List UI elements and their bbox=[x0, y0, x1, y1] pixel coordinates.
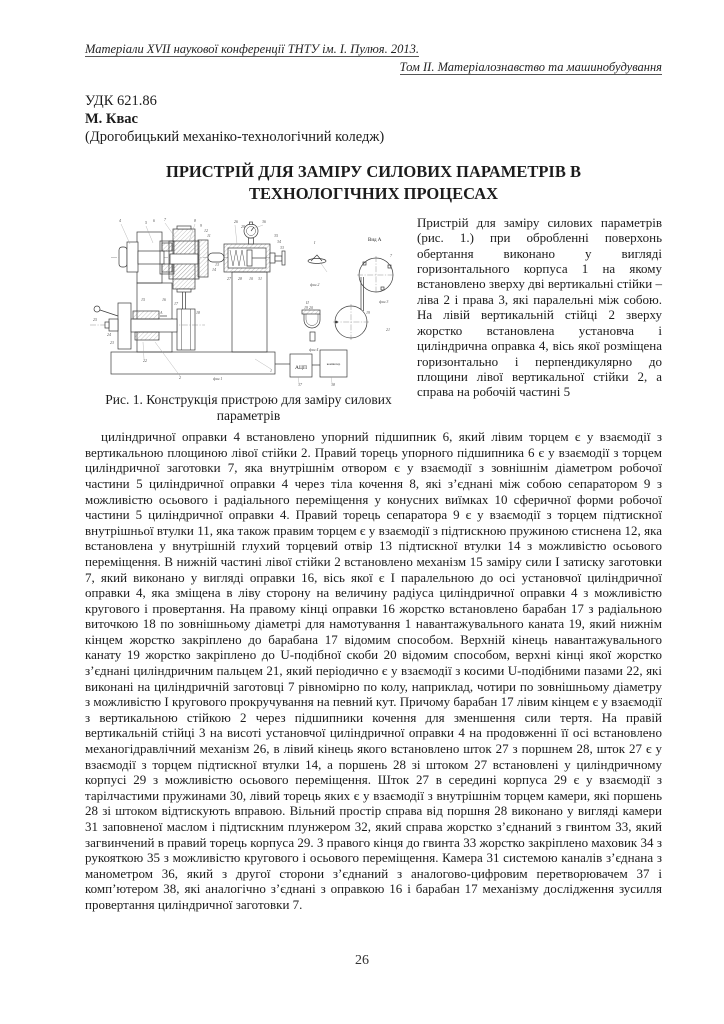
figure-part-label: 34 bbox=[277, 238, 281, 244]
figure-part-label: 5 bbox=[145, 219, 147, 225]
author-affiliation: (Дрогобицький механіко-технологічний коледж) bbox=[85, 128, 385, 145]
figure-part-label: 9 bbox=[200, 222, 202, 228]
figure-part-label: фиг.3 bbox=[379, 298, 389, 304]
figure-1 bbox=[85, 217, 412, 423]
body-intro-paragraph: Пристрій для заміру силових параметрів (рис. 1.) при обробленні поверхонь обертання виконано у вигляді горизонтального корпуса 1 на якому встановлено зверху дві вертикальні стійки – ліва 2 і права 3, які паралельні між собою. На лівій вертикальній стійці 2 зверху жорстко встановлена установча і циліндрична оправка 4, вісь якої розміщена горизонтально і перпендикулярно до площини лівої вертикальної стійки 2, а справа на робочій частині 5 bbox=[417, 214, 662, 400]
figure-part-label: фиг.2 bbox=[310, 281, 320, 287]
article-title: ПРИСТРІЙ ДЛЯ ЗАМІРУ СИЛОВИХ ПАРАМЕТРІВ В ТЕХНОЛОГІЧНИХ ПРОЦЕСАХ bbox=[166, 162, 581, 204]
figure-part-label: 19 20 bbox=[304, 304, 313, 310]
figure-part-label: ІІ bbox=[306, 299, 309, 305]
pressure-gauge bbox=[244, 222, 258, 244]
figure-part-label: фиг.1 bbox=[213, 375, 223, 381]
figure-part-label: 33 bbox=[280, 244, 284, 250]
screw-33 bbox=[270, 253, 275, 263]
header-conference-line bbox=[85, 40, 662, 58]
figure-part-label: 16 bbox=[162, 296, 166, 302]
header-conference-text: Матеріали XVII наукової конференції ТНТУ ім. І. Пулюя. 2013. bbox=[85, 42, 419, 56]
figure-part-label: І bbox=[314, 239, 316, 245]
figure-part-label: 2 bbox=[179, 374, 181, 380]
figure-part-label: 8 bbox=[194, 217, 196, 223]
detail-view-1 bbox=[308, 255, 327, 272]
figure-caption: Рис. 1. Конструкція пристрою для заміру силових параметрів bbox=[105, 391, 392, 423]
view-a-detail bbox=[333, 238, 395, 340]
adc-box bbox=[275, 354, 312, 377]
figure-part-label: 12 bbox=[204, 227, 208, 233]
drum bbox=[177, 309, 195, 350]
base-plate bbox=[111, 352, 275, 374]
author-name: М. Квас bbox=[85, 110, 138, 127]
figure-part-label: 29 bbox=[241, 223, 245, 229]
figure-part-label: 15 bbox=[141, 296, 145, 302]
figure-part-label: 23 bbox=[110, 339, 114, 345]
figure-part-label: 7 bbox=[164, 216, 166, 222]
figure-part-label: 1 bbox=[270, 367, 272, 373]
header-volume-line bbox=[85, 58, 662, 76]
piston-rod bbox=[208, 253, 224, 262]
figure-part-label: 36 bbox=[262, 218, 266, 224]
article-meta bbox=[85, 93, 662, 146]
article-body bbox=[85, 215, 662, 913]
bearing-bottom bbox=[135, 332, 159, 340]
figure-drawing bbox=[85, 217, 410, 389]
figure-part-label: 25 bbox=[93, 316, 97, 322]
figure-part-label: 18 bbox=[196, 309, 200, 315]
bearing-top bbox=[133, 311, 159, 319]
udc-code: УДК 621.86 bbox=[85, 93, 157, 110]
running-header bbox=[85, 40, 662, 76]
figure-part-label: 24 bbox=[107, 331, 111, 337]
computer-box bbox=[312, 350, 347, 377]
vertical-rod bbox=[183, 292, 186, 309]
right-stand bbox=[232, 272, 267, 352]
figure-part-label: 31 bbox=[258, 275, 262, 281]
workpiece-cross-section bbox=[169, 226, 208, 292]
detail-view-2 bbox=[302, 310, 320, 341]
figure-part-label: 11 bbox=[207, 232, 211, 238]
figure-part-label: 7 bbox=[390, 252, 392, 258]
view-a-label: Вид А bbox=[368, 237, 382, 243]
page-number: 26 bbox=[355, 953, 369, 968]
figure-part-label: 4 bbox=[119, 217, 121, 223]
adc-label: АЦП bbox=[295, 364, 307, 371]
handwheel-34 bbox=[282, 251, 285, 265]
figure-part-label: 14 bbox=[212, 266, 216, 272]
figure-part-label: 28 bbox=[238, 275, 242, 281]
figure-part-label: 26 bbox=[234, 218, 238, 224]
figure-part-label: фиг.4 bbox=[309, 346, 319, 352]
computer-label: компютер bbox=[326, 361, 341, 366]
header-volume-text: Том ІІ. Матеріалознавство та машинобудування bbox=[399, 60, 662, 75]
figure-part-label: 17 bbox=[174, 300, 178, 306]
figure-part-label: 21 bbox=[386, 326, 390, 332]
figure-part-label: 13 bbox=[215, 261, 219, 267]
figure-part-label: 27 bbox=[227, 275, 231, 281]
figure-part-label: 35 bbox=[274, 232, 278, 238]
figure-part-label: 10 bbox=[249, 275, 253, 281]
figure-part-label: 22 bbox=[143, 357, 147, 363]
figure-part-label: 38 bbox=[331, 381, 335, 387]
figure-part-label: 37 bbox=[298, 381, 302, 387]
figure-part-label: 19 bbox=[366, 309, 370, 315]
handle-knob bbox=[94, 306, 100, 312]
body-continuation-paragraph: циліндричної оправки 4 встановлено упорний підшипник 6, який лівим торцем є у взаємодії з вертикальною площиною лівої стійки 2. Правий торець упорного підшипника 6 є у взаємодії з торцем циліндричної заготовки 7, яка внутрішнім отвором є у взаємодії з зовнішнім діаметром робочої частини 5 циліндричної оправки 4 через тіла кочення 8, які з’єднані між собою сепаратором 9 з можливістю осьового і радіального переміщення у конусних виїмках 10 сферичної форми робочої частини 5 циліндричної оправки 4. Правий торець сепаратора 9 є у взаємодії з торцем підтискної внутрішньої втулки 11, яка також правим торцем є у взаємодії з підтискною пружиною стиснена 12, яка встановлена у внутрішній глухий торцевий отвір 13 підтискної втулки 14 з можливістю осьового переміщення. В нижній частині лівої стійки 2 встановлено механізм 15 заміру сили І затиску заготовки 7, який виконано у вигляді оправки 16, вісь якої є І паралельною до осі установчої циліндричної оправки 4, яка зміщена в ліву сторону на величину радіуса циліндричної оправки 4 з можливістю кругового і провертання. На правому кінці оправки 16 жорстко встановлено барабан 17 з радіальною виточкою 18 по зовнішньому діаметрі для намотування 1 навантажувального каната 19, який нижнім кінцем жорстко закріплено до барабана 17 відомим способом. Верхній кінець навантажувального канату 19 жорстко закріплено до U-подібної скоби 20 відомим способом, верхні кінці якої жорстко з’єднані циліндричним пальцем 21, який періодично є у взаємодії з косими U-подібними пазами 22, які виконані на циліндричній заготовці 7 рівномірно по колу, наприклад, чотири по зовнішньому діаметру з можливістю І кругового прокручування на певний кут. Причому барабан 17 лівим кінцем є у взаємодії з вертикальною стійкою 2 через підшипники кочення для зменшення сили тертя. На правій вертикальній стійці 3 на висоті установчої циліндричної оправки 4 на продовженні її осі встановлено механогідравлічний механізм 26, в лівий кінець якого встановлено шток 27 з поршнем 28, шток 27 є у взаємодії з торцем підтискної втулки 14, а поршень 28 зі штоком 27 встановлені у циліндричному корпусі 29 з можливістю осьового переміщення. Шток 27 в середині корпуса 29 є у взаємодії з тарілчастими пружинами 30, лівий торець яких є у взаємодії з внутрішнім торцем камери, які поршень 28 зі штоком відтискують вправою. Вільний простір справа від поршня 28 виконано у вигляді камери 31 заповненої маслом і підтискним плунжером 32, який справа жорстко з’єднаний з гвинтом 33, який загвинчений в правий торець корпуса 29. З правого кінця до гвинта 33 жорстко закріплено маховик 34 з рукояткою 35 з можливістю кругового і осьового переміщення. Камера 31 системою каналів з’єднана з манометром 36, який з другої сторони з’єднаний з аналогово-цифровим перетворювачем 37 і комп’ютером 38, які аналогічно з’єднані з оправкою 16 і барабан 17 механізму дослідження зусилля провертання циліндричної заготовки 7. bbox=[85, 429, 662, 912]
figure-part-label: 6 bbox=[153, 217, 155, 223]
hydraulic-cylinder bbox=[224, 244, 285, 272]
figure-part-label: А bbox=[160, 309, 163, 315]
